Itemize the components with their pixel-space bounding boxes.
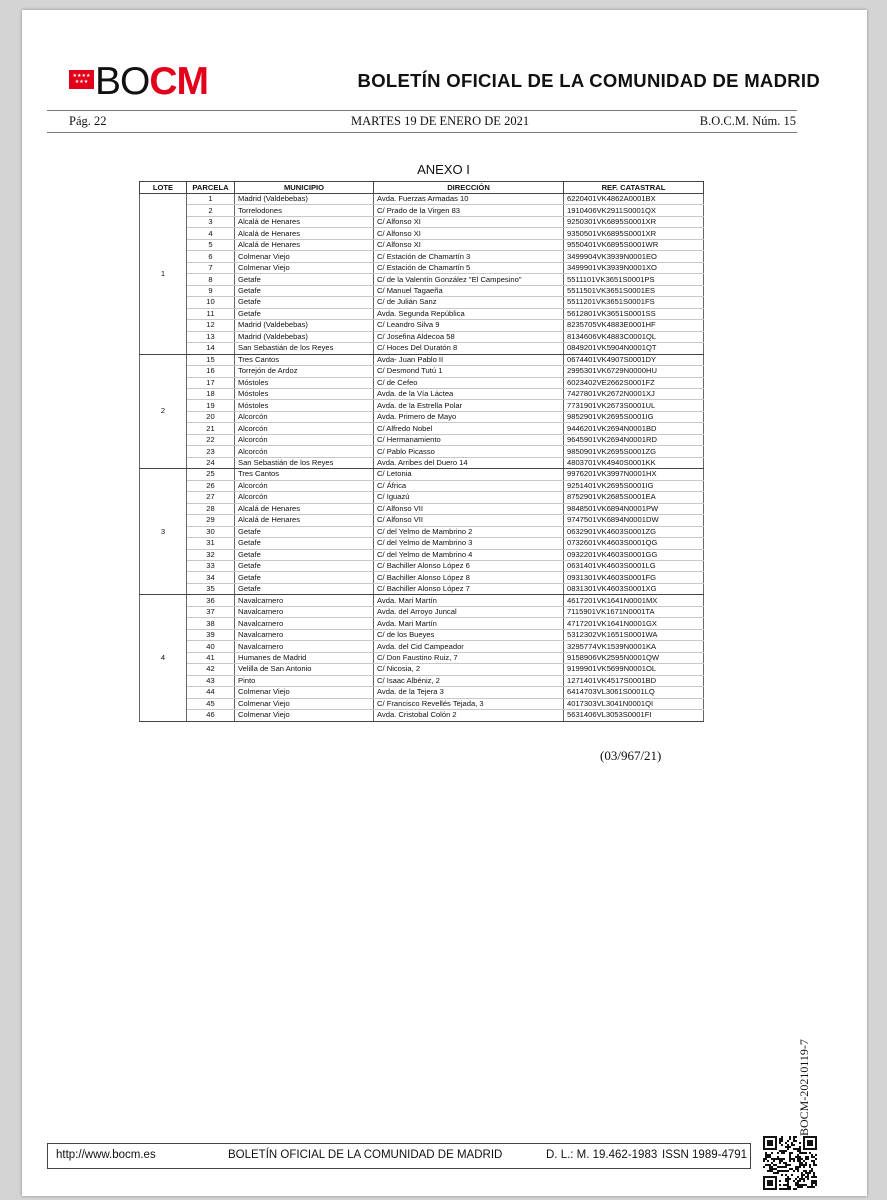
issue-number: B.O.C.M. Núm. 15 [699,114,796,128]
table-row [140,583,704,594]
municipio-cell: Alcorcón [235,434,374,445]
header-parcela: PARCELA [187,182,235,194]
direccion-cell: C/ Bachiller Alonso López 8 [374,572,564,583]
ref-catastral-cell: 4717201VK1641N0001GX [564,618,704,629]
footer-issn: ISSN 1989-4791 [662,1149,748,1161]
municipio-cell: Alcalá de Henares [235,239,374,250]
table-row [140,216,704,227]
parcela-cell: 36 [187,595,235,606]
ref-catastral-cell: 9852901VK2695S0001IG [564,411,704,422]
direccion-cell: C/ Isaac Albéniz, 2 [374,675,564,686]
municipio-cell: Getafe [235,285,374,296]
table-row [140,377,704,388]
direccion-cell: Avda. Mari Martín [374,595,564,606]
ref-catastral-cell: 1271401VK4517S0001BD [564,675,704,686]
municipio-cell: Móstoles [235,400,374,411]
direccion-cell: Avda. del Cid Campeador [374,641,564,652]
ref-catastral-cell: 1910406VK2911S0001QX [564,205,704,216]
direccion-cell: C/ Letonia [374,469,564,480]
header-direccion: DIRECCIÓN [374,182,564,194]
direccion-cell: Avda. de la Estrella Polar [374,400,564,411]
table-row [140,503,704,514]
direccion-cell: C/ de Cefeo [374,377,564,388]
logo-suffix: CM [149,60,209,103]
municipio-cell: Navalcarnero [235,606,374,617]
parcela-cell: 30 [187,526,235,537]
parcela-cell: 1 [187,194,235,205]
parcela-cell: 5 [187,239,235,250]
ref-catastral-cell: 0732601VK4603S0001QG [564,538,704,549]
table-row [140,308,704,319]
table-row [140,698,704,709]
direccion-cell: C/ Bachiller Alonso López 6 [374,561,564,572]
parcela-cell: 21 [187,423,235,434]
side-code: BOCM-20210119-7 [797,1039,811,1136]
header-municipio: MUNICIPIO [235,182,374,194]
ref-catastral-cell: 4617201VK1641N0001MX [564,595,704,606]
ref-catastral-cell: 8134606VK4883C0001QL [564,331,704,342]
table-row [140,239,704,250]
parcela-cell: 2 [187,205,235,216]
table-row [140,285,704,296]
table-row [140,228,704,239]
parcela-cell: 12 [187,320,235,331]
ref-catastral-cell: 3295774VK1539N0001KA [564,641,704,652]
table-row [140,595,704,606]
municipio-cell: San Sebastián de los Reyes [235,457,374,468]
parcela-cell: 14 [187,343,235,354]
footer [47,1143,751,1169]
municipio-cell: Tres Cantos [235,354,374,365]
parcela-cell: 45 [187,698,235,709]
madrid-flag-icon: ★★★★ ★★★ [69,70,94,89]
header-title: BOLETÍN OFICIAL DE LA COMUNIDAD DE MADRID [357,70,820,91]
ref-catastral-cell: 5612801VK3651S0001SS [564,308,704,319]
parcela-cell: 16 [187,366,235,377]
table-row [140,194,704,205]
parcela-cell: 28 [187,503,235,514]
parcela-cell: 23 [187,446,235,457]
ref-catastral-cell: 0932201VK4603S0001GG [564,549,704,560]
municipio-cell: Pinto [235,675,374,686]
table-row [140,366,704,377]
parcela-cell: 37 [187,606,235,617]
table-row [140,400,704,411]
direccion-cell: C/ Desmond Tutú 1 [374,366,564,377]
municipio-cell: Getafe [235,549,374,560]
direccion-cell: Avda. de la Tejera 3 [374,687,564,698]
lote-cell: 2 [140,354,187,469]
ref-catastral-cell: 6414703VL3061S0001LQ [564,687,704,698]
parcela-cell: 33 [187,561,235,572]
municipio-cell: Colmenar Viejo [235,251,374,262]
direccion-cell: Avda- Juan Pablo II [374,354,564,365]
lote-cell: 4 [140,595,187,721]
municipio-cell: Alcalá de Henares [235,503,374,514]
direccion-cell: C/ Estación de Chamartín 3 [374,251,564,262]
direccion-cell: C/ Alfonso XI [374,239,564,250]
ref-catastral-cell: 0632901VK4603S0001ZG [564,526,704,537]
parcela-cell: 46 [187,710,235,721]
ref-catastral-cell: 5511501VK3651S0001ES [564,285,704,296]
parcela-cell: 19 [187,400,235,411]
direccion-cell: Avda. Arribes del Duero 14 [374,457,564,468]
table-row [140,572,704,583]
direccion-cell: C/ Iguazú [374,492,564,503]
table-row [140,652,704,663]
table-row [140,710,704,721]
parcela-cell: 13 [187,331,235,342]
table-row [140,411,704,422]
ref-catastral-cell: 5312302VK1651S0001WA [564,629,704,640]
parcela-cell: 35 [187,583,235,594]
municipio-cell: Alcorcón [235,480,374,491]
municipio-cell: Velilla de San Antonio [235,664,374,675]
parcels-table [139,181,704,722]
parcela-cell: 4 [187,228,235,239]
municipio-cell: Getafe [235,561,374,572]
direccion-cell: Avda. de la Vía Láctea [374,388,564,399]
ref-catastral-cell: 9250301VK6895S0001XR [564,216,704,227]
header-rule-top [47,110,797,111]
table-row [140,423,704,434]
bocm-logo [69,60,209,103]
table-row [140,354,704,365]
direccion-cell: Avda. Cristobal Colón 2 [374,710,564,721]
ref-catastral-cell: 6220401VK4862A0001BX [564,194,704,205]
municipio-cell: Getafe [235,297,374,308]
ref-catastral-cell: 8235705VK4883E0001HF [564,320,704,331]
logo-prefix: BO [95,60,150,103]
parcela-cell: 32 [187,549,235,560]
table-row [140,561,704,572]
table-row [140,297,704,308]
parcela-cell: 11 [187,308,235,319]
table-row [140,262,704,273]
table-body [140,194,704,722]
direccion-cell: C/ Pablo Picasso [374,446,564,457]
direccion-cell: C/ Leandro Silva 9 [374,320,564,331]
ref-catastral-cell: 3499901VK3939N0001XO [564,262,704,273]
municipio-cell: Navalcarnero [235,618,374,629]
ref-catastral-cell: 9976201VK3997N0001HX [564,469,704,480]
ref-catastral-cell: 9158906VK2595N0001QW [564,652,704,663]
ref-catastral-cell: 9747501VK6894N0001DW [564,515,704,526]
municipio-cell: Alcorcón [235,492,374,503]
ref-catastral-cell: 4803701VK4940S0001KK [564,457,704,468]
table-row [140,687,704,698]
ref-catastral-cell: 6023402VE2662S0001FZ [564,377,704,388]
direccion-cell: Avda. Fuerzas Armadas 10 [374,194,564,205]
footer-url[interactable]: http://www.bocm.es [56,1149,156,1161]
municipio-cell: Getafe [235,538,374,549]
ref-catastral-cell: 9199901VK5699N0001OL [564,664,704,675]
direccion-cell: C/ de la Valentín González "El Campesino" [374,274,564,285]
header-ref-catastral: REF. CATASTRAL [564,182,704,194]
municipio-cell: Getafe [235,526,374,537]
table-row [140,526,704,537]
direccion-cell: C/ Bachiller Alonso López 7 [374,583,564,594]
municipio-cell: Colmenar Viejo [235,262,374,273]
table-header-row [140,182,704,194]
direccion-cell: C/ Hoces Del Duratón 8 [374,343,564,354]
table-row [140,251,704,262]
direccion-cell: C/ Hermanamiento [374,434,564,445]
parcela-cell: 29 [187,515,235,526]
ref-catastral-cell: 0831301VK4603S0001XG [564,583,704,594]
direccion-cell: C/ del Yelmo de Mambrino 2 [374,526,564,537]
ref-catastral-cell: 9850901VK2695S0001ZG [564,446,704,457]
parcela-cell: 8 [187,274,235,285]
direccion-cell: C/ de Julián Sanz [374,297,564,308]
municipio-cell: Alcorcón [235,423,374,434]
ref-catastral-cell: 0631401VK4603S0001LG [564,561,704,572]
ref-catastral-cell: 0931301VK4603S0001FG [564,572,704,583]
parcela-cell: 17 [187,377,235,388]
direccion-cell: C/ de los Bueyes [374,629,564,640]
municipio-cell: Navalcarnero [235,595,374,606]
ref-catastral-cell: 9251401VK2695S0001IG [564,480,704,491]
municipio-cell: Madrid (Valdebebas) [235,320,374,331]
ref-catastral-cell: 9446201VK2694N0001BD [564,423,704,434]
ref-catastral-cell: 2995301VK6729N0000HU [564,366,704,377]
direccion-cell: C/ Alfonso XI [374,228,564,239]
ref-catastral-cell: 9350501VK6895S0001XR [564,228,704,239]
page-number: Pág. 22 [69,114,107,128]
footer-title: BOLETÍN OFICIAL DE LA COMUNIDAD DE MADRID [228,1149,503,1161]
municipio-cell: Colmenar Viejo [235,698,374,709]
direccion-cell: C/ Manuel Tagaeña [374,285,564,296]
municipio-cell: San Sebastián de los Reyes [235,343,374,354]
table-row [140,618,704,629]
table-row [140,664,704,675]
municipio-cell: Alcorcón [235,411,374,422]
parcela-cell: 22 [187,434,235,445]
municipio-cell: Getafe [235,308,374,319]
municipio-cell: Alcalá de Henares [235,515,374,526]
parcela-cell: 15 [187,354,235,365]
ref-catastral-cell: 0674401VK4907S0001DY [564,354,704,365]
municipio-cell: Móstoles [235,377,374,388]
table-row [140,205,704,216]
municipio-cell: Alcalá de Henares [235,216,374,227]
parcela-cell: 24 [187,457,235,468]
direccion-cell: Avda. Primero de Mayo [374,411,564,422]
ref-catastral-cell: 5631406VL3053S0001FI [564,710,704,721]
issue-date: MARTES 19 DE ENERO DE 2021 [351,114,530,128]
direccion-cell: C/ del Yelmo de Mambrino 4 [374,549,564,560]
municipio-cell: Getafe [235,583,374,594]
parcela-cell: 6 [187,251,235,262]
table-row [140,434,704,445]
table-row [140,515,704,526]
ref-catastral-cell: 3499904VK3939N0001EO [564,251,704,262]
municipio-cell: Navalcarnero [235,629,374,640]
direccion-cell: C/ Estación de Chamartín 5 [374,262,564,273]
annex-title: ANEXO I [417,162,470,177]
table-row [140,446,704,457]
table-row [140,549,704,560]
table-row [140,480,704,491]
municipio-cell: Alcalá de Henares [235,228,374,239]
ref-catastral-cell: 9848501VK6894N0001PW [564,503,704,514]
table-row [140,675,704,686]
municipio-cell: Tres Cantos [235,469,374,480]
municipio-cell: Getafe [235,274,374,285]
ref-catastral-cell: 7115901VK1671N0001TA [564,606,704,617]
ref-catastral-cell: 9645901VK2694N0001RD [564,434,704,445]
direccion-cell: C/ Alfonso XI [374,216,564,227]
parcela-cell: 18 [187,388,235,399]
municipio-cell: Colmenar Viejo [235,710,374,721]
municipio-cell: Colmenar Viejo [235,687,374,698]
ref-catastral-cell: 7731901VK2673S0001UL [564,400,704,411]
municipio-cell: Madrid (Valdebebas) [235,331,374,342]
direccion-cell: C/ Prado de la Virgen 83 [374,205,564,216]
table-row [140,641,704,652]
municipio-cell: Móstoles [235,388,374,399]
parcela-cell: 9 [187,285,235,296]
table-row [140,320,704,331]
parcela-cell: 31 [187,538,235,549]
parcela-cell: 42 [187,664,235,675]
parcela-cell: 7 [187,262,235,273]
parcela-cell: 25 [187,469,235,480]
direccion-cell: Avda. Segunda República [374,308,564,319]
table-row [140,343,704,354]
footer-legal-deposit: D. L.: M. 19.462-1983 [546,1149,658,1161]
municipio-cell: Torrejón de Ardoz [235,366,374,377]
ref-catastral-cell: 7427801VK2672N0001XJ [564,388,704,399]
ref-catastral-cell: 5511101VK3651S0001PS [564,274,704,285]
direccion-cell: C/ Don Faustino Ruiz, 7 [374,652,564,663]
direccion-cell: C/ África [374,480,564,491]
table-row [140,492,704,503]
table-row [140,274,704,285]
direccion-cell: Avda. Mari Martín [374,618,564,629]
table-row [140,469,704,480]
parcela-cell: 44 [187,687,235,698]
municipio-cell: Alcorcón [235,446,374,457]
parcela-cell: 26 [187,480,235,491]
parcela-cell: 34 [187,572,235,583]
header-lote: LOTE [140,182,187,194]
direccion-cell: C/ Nicosia, 2 [374,664,564,675]
parcela-cell: 3 [187,216,235,227]
direccion-cell: C/ Josefina Aldecoa 58 [374,331,564,342]
municipio-cell: Humanes de Madrid [235,652,374,663]
parcela-cell: 40 [187,641,235,652]
municipio-cell: Getafe [235,572,374,583]
table-row [140,606,704,617]
closing-code: (03/967/21) [600,748,662,763]
qr-code-icon [763,1136,817,1190]
ref-catastral-cell: 9550401VK6895S0001WR [564,239,704,250]
municipio-cell: Navalcarnero [235,641,374,652]
parcela-cell: 27 [187,492,235,503]
parcela-cell: 10 [187,297,235,308]
table-row [140,331,704,342]
ref-catastral-cell: 8752901VK2685S0001EA [564,492,704,503]
parcela-cell: 39 [187,629,235,640]
parcela-cell: 20 [187,411,235,422]
ref-catastral-cell: 0849201VK5904N0001QT [564,343,704,354]
lote-cell: 3 [140,469,187,595]
parcela-cell: 38 [187,618,235,629]
lote-cell: 1 [140,194,187,355]
municipio-cell: Madrid (Valdebebas) [235,194,374,205]
direccion-cell: C/ del Yelmo de Mambrino 3 [374,538,564,549]
parcela-cell: 41 [187,652,235,663]
municipio-cell: Torrelodones [235,205,374,216]
table-row [140,538,704,549]
direccion-cell: C/ Alfonso VII [374,503,564,514]
parcela-cell: 43 [187,675,235,686]
table-row [140,629,704,640]
direccion-cell: Avda. del Arroyo Juncal [374,606,564,617]
header-rule-bottom [47,132,797,133]
ref-catastral-cell: 4017303VL3041N0001QI [564,698,704,709]
table-row [140,457,704,468]
direccion-cell: C/ Alfredo Nobel [374,423,564,434]
ref-catastral-cell: 5511201VK3651S0001FS [564,297,704,308]
table-row [140,388,704,399]
direccion-cell: C/ Francisco Revellés Tejada, 3 [374,698,564,709]
direccion-cell: C/ Alfonso VII [374,515,564,526]
